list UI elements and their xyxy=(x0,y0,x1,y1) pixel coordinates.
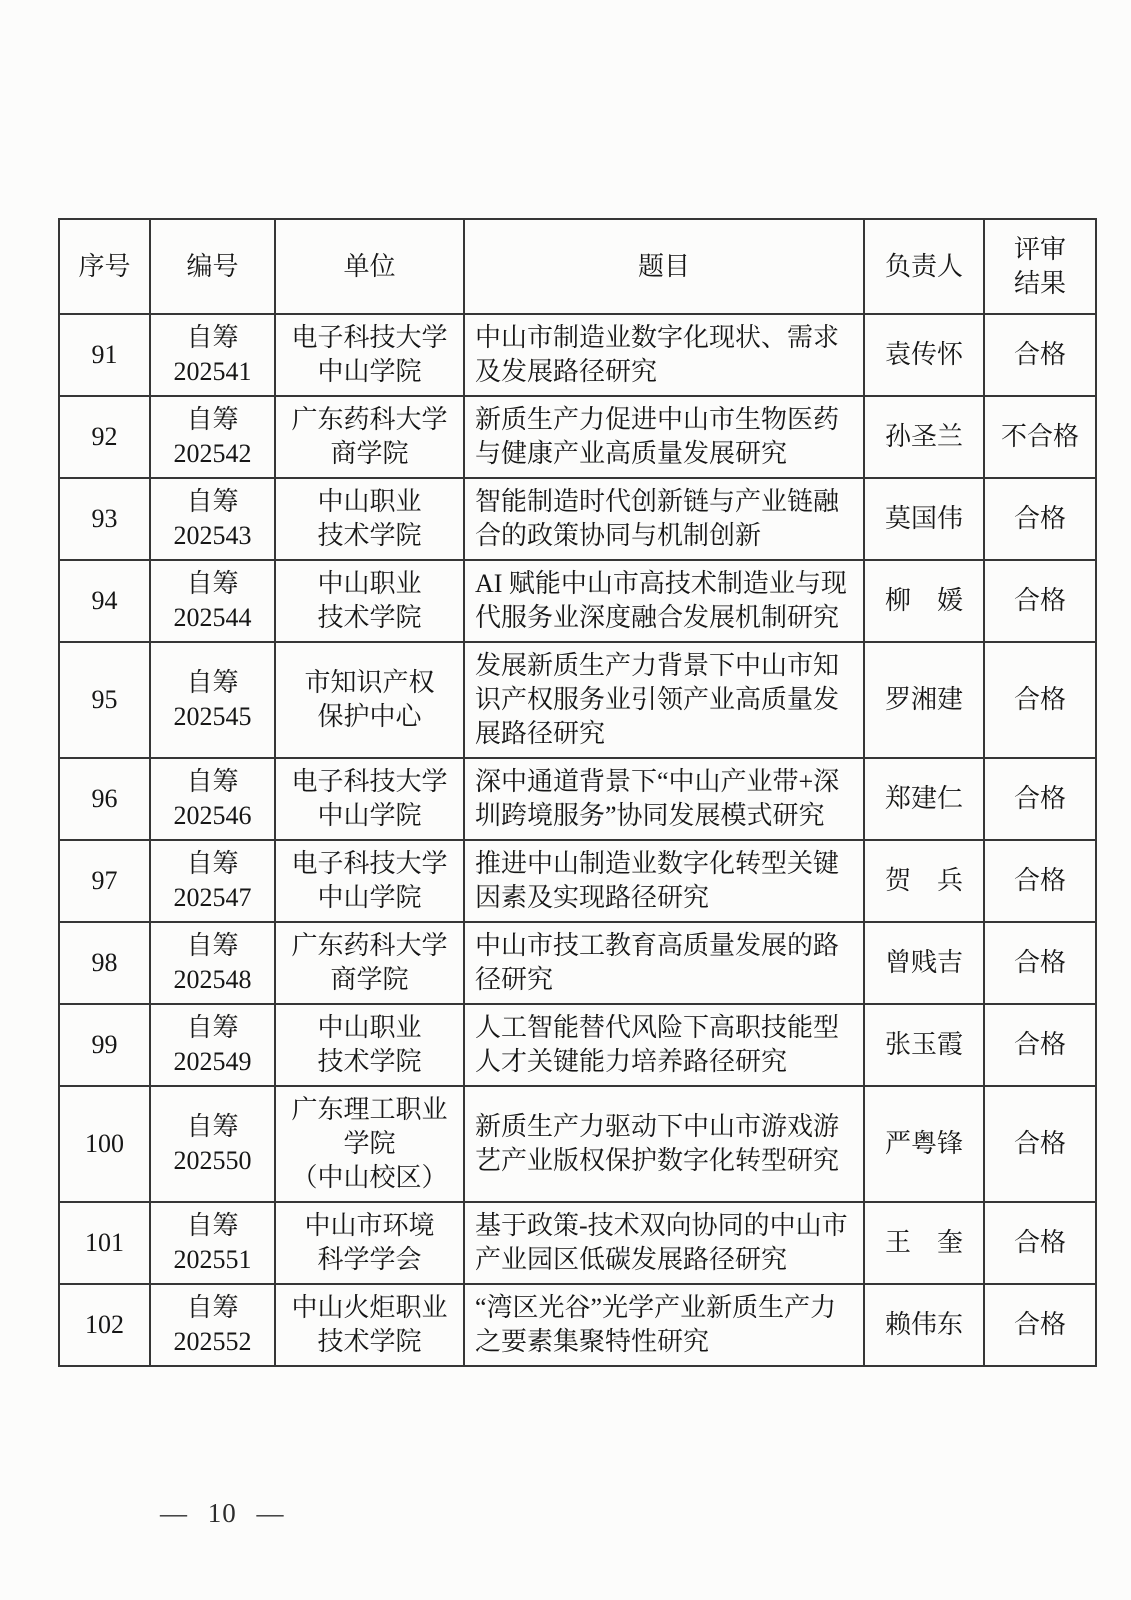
cell-unit: 电子科技大学 中山学院 xyxy=(275,758,464,840)
review-results-table xyxy=(58,218,1097,1367)
cell-review-result: 合格 xyxy=(984,1284,1096,1366)
cell-project-code: 自筹 202551 xyxy=(150,1202,275,1284)
cell-review-result: 合格 xyxy=(984,478,1096,560)
cell-unit: 中山火炬职业 技术学院 xyxy=(275,1284,464,1366)
table-body xyxy=(59,314,1096,1366)
cell-serial-number: 93 xyxy=(59,478,150,560)
cell-leader: 王 奎 xyxy=(864,1202,984,1284)
table-row xyxy=(59,1004,1096,1086)
column-header-no: 序号 xyxy=(59,219,150,314)
cell-project-title: 新质生产力促进中山市生物医药与健康产业高质量发展研究 xyxy=(464,396,864,478)
cell-project-title: AI 赋能中山市高技术制造业与现代服务业深度融合发展机制研究 xyxy=(464,560,864,642)
table-row xyxy=(59,1284,1096,1366)
table-row xyxy=(59,478,1096,560)
cell-serial-number: 95 xyxy=(59,642,150,758)
cell-project-code: 自筹 202549 xyxy=(150,1004,275,1086)
column-header-unit: 单位 xyxy=(275,219,464,314)
column-header-result: 评审 结果 xyxy=(984,219,1096,314)
cell-unit: 中山职业 技术学院 xyxy=(275,478,464,560)
cell-leader: 贺 兵 xyxy=(864,840,984,922)
cell-leader: 赖伟东 xyxy=(864,1284,984,1366)
cell-project-code: 自筹 202552 xyxy=(150,1284,275,1366)
cell-project-title: 人工智能替代风险下高职技能型人才关键能力培养路径研究 xyxy=(464,1004,864,1086)
cell-leader: 郑建仁 xyxy=(864,758,984,840)
cell-project-title: 推进中山制造业数字化转型关键因素及实现路径研究 xyxy=(464,840,864,922)
cell-unit: 市知识产权 保护中心 xyxy=(275,642,464,758)
cell-leader: 袁传怀 xyxy=(864,314,984,396)
cell-review-result: 合格 xyxy=(984,560,1096,642)
cell-review-result: 合格 xyxy=(984,314,1096,396)
cell-review-result: 合格 xyxy=(984,758,1096,840)
cell-serial-number: 94 xyxy=(59,560,150,642)
cell-serial-number: 92 xyxy=(59,396,150,478)
cell-serial-number: 91 xyxy=(59,314,150,396)
cell-project-code: 自筹 202541 xyxy=(150,314,275,396)
table-header-row xyxy=(59,219,1096,314)
cell-serial-number: 100 xyxy=(59,1086,150,1202)
table-row xyxy=(59,560,1096,642)
cell-leader: 曾贱吉 xyxy=(864,922,984,1004)
cell-review-result: 合格 xyxy=(984,1004,1096,1086)
cell-project-title: 新质生产力驱动下中山市游戏游艺产业版权保护数字化转型研究 xyxy=(464,1086,864,1202)
cell-leader: 罗湘建 xyxy=(864,642,984,758)
cell-review-result: 不合格 xyxy=(984,396,1096,478)
cell-project-title: “湾区光谷”光学产业新质生产力之要素集聚特性研究 xyxy=(464,1284,864,1366)
table-row xyxy=(59,642,1096,758)
cell-leader: 莫国伟 xyxy=(864,478,984,560)
cell-leader: 严粤锋 xyxy=(864,1086,984,1202)
cell-leader: 柳 媛 xyxy=(864,560,984,642)
cell-project-code: 自筹 202542 xyxy=(150,396,275,478)
cell-project-title: 基于政策-技术双向协同的中山市产业园区低碳发展路径研究 xyxy=(464,1202,864,1284)
cell-review-result: 合格 xyxy=(984,642,1096,758)
cell-project-title: 深中通道背景下“中山产业带+深圳跨境服务”协同发展模式研究 xyxy=(464,758,864,840)
cell-serial-number: 96 xyxy=(59,758,150,840)
table-row xyxy=(59,1202,1096,1284)
table-row xyxy=(59,758,1096,840)
cell-unit: 中山职业 技术学院 xyxy=(275,1004,464,1086)
table-row xyxy=(59,1086,1096,1202)
column-header-code: 编号 xyxy=(150,219,275,314)
cell-unit: 中山市环境 科学学会 xyxy=(275,1202,464,1284)
cell-serial-number: 97 xyxy=(59,840,150,922)
cell-review-result: 合格 xyxy=(984,1086,1096,1202)
table-row xyxy=(59,840,1096,922)
column-header-title: 题目 xyxy=(464,219,864,314)
table-row xyxy=(59,314,1096,396)
cell-unit: 电子科技大学 中山学院 xyxy=(275,840,464,922)
cell-serial-number: 98 xyxy=(59,922,150,1004)
cell-project-code: 自筹 202545 xyxy=(150,642,275,758)
cell-project-code: 自筹 202546 xyxy=(150,758,275,840)
cell-project-code: 自筹 202548 xyxy=(150,922,275,1004)
cell-project-title: 中山市制造业数字化现状、需求及发展路径研究 xyxy=(464,314,864,396)
cell-serial-number: 101 xyxy=(59,1202,150,1284)
cell-leader: 孙圣兰 xyxy=(864,396,984,478)
cell-unit: 电子科技大学 中山学院 xyxy=(275,314,464,396)
cell-unit: 广东药科大学 商学院 xyxy=(275,922,464,1004)
page-number: — 10 — xyxy=(160,1498,285,1528)
cell-unit: 广东药科大学 商学院 xyxy=(275,396,464,478)
cell-project-title: 智能制造时代创新链与产业链融合的政策协同与机制创新 xyxy=(464,478,864,560)
cell-project-code: 自筹 202550 xyxy=(150,1086,275,1202)
column-header-leader: 负责人 xyxy=(864,219,984,314)
cell-serial-number: 102 xyxy=(59,1284,150,1366)
cell-leader: 张玉霞 xyxy=(864,1004,984,1086)
cell-serial-number: 99 xyxy=(59,1004,150,1086)
cell-unit: 广东理工职业 学院 （中山校区） xyxy=(275,1086,464,1202)
cell-unit: 中山职业 技术学院 xyxy=(275,560,464,642)
table-row xyxy=(59,396,1096,478)
table-row xyxy=(59,922,1096,1004)
cell-review-result: 合格 xyxy=(984,1202,1096,1284)
cell-review-result: 合格 xyxy=(984,922,1096,1004)
cell-review-result: 合格 xyxy=(984,840,1096,922)
cell-project-code: 自筹 202543 xyxy=(150,478,275,560)
cell-project-code: 自筹 202547 xyxy=(150,840,275,922)
cell-project-code: 自筹 202544 xyxy=(150,560,275,642)
cell-project-title: 中山市技工教育高质量发展的路径研究 xyxy=(464,922,864,1004)
cell-project-title: 发展新质生产力背景下中山市知识产权服务业引领产业高质量发展路径研究 xyxy=(464,642,864,758)
